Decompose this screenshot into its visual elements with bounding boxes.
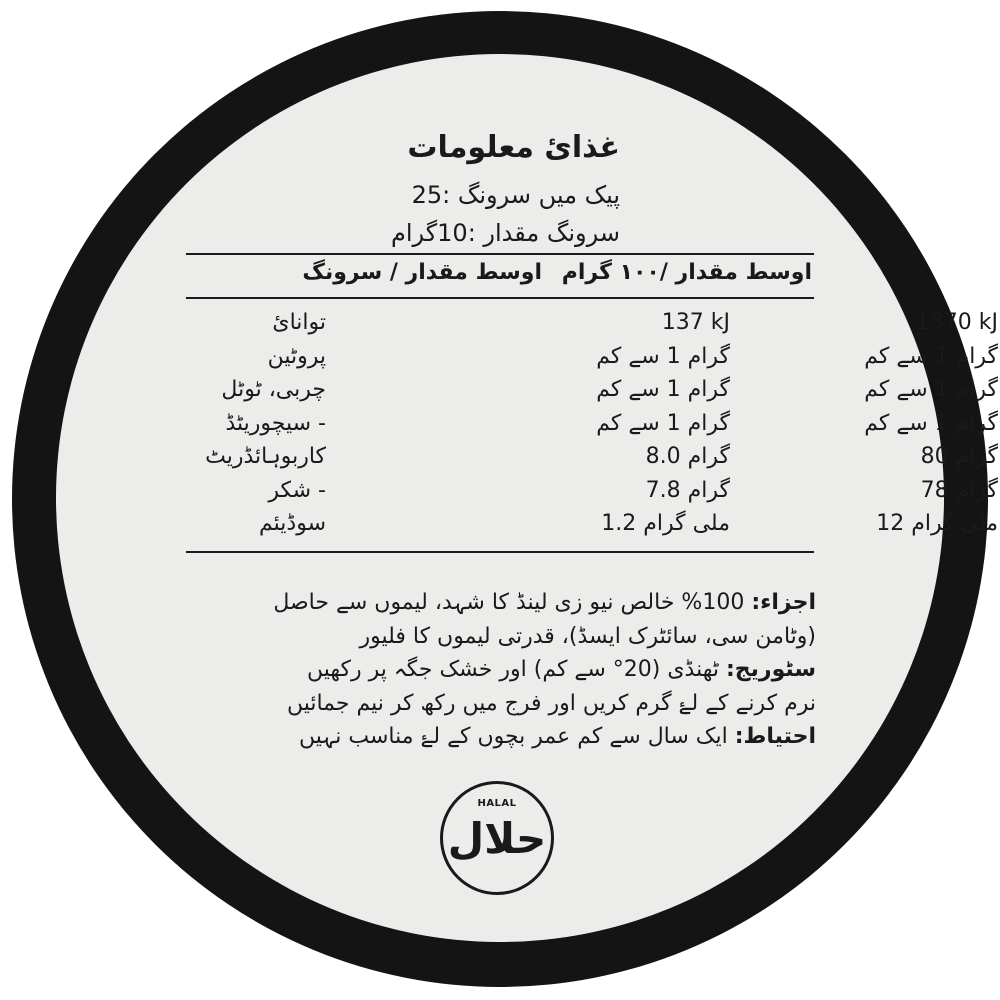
caution-line — [186, 720, 816, 754]
halal-logo-arabic: حلال — [447, 814, 547, 863]
nutrition-title: غذائ معلومات — [407, 130, 620, 165]
nutrient-name: چربی، ٹوٹل — [221, 377, 326, 402]
halal-logo — [440, 781, 554, 895]
header-rule — [186, 297, 814, 299]
nutrient-name: کاربوہائڈریٹ — [205, 444, 326, 469]
table-row — [186, 477, 998, 512]
nutrient-name: سوڈیئم — [259, 511, 326, 536]
per-100g-value: گرام 1 سے کم — [864, 343, 998, 369]
per-100g-value: گرام 1 سے کم — [864, 377, 998, 402]
ingredients-text: 100% خالص نیو زی لینڈ کا شہد، لیموں سے حاصل — [273, 590, 745, 615]
label-notes — [186, 586, 816, 754]
storage-line — [186, 653, 816, 687]
halal-logo-latin: HALAL — [477, 798, 517, 809]
caution-label: احتیاط: — [734, 724, 816, 749]
per-100g-value: 1370 kJ — [915, 310, 998, 335]
per-100g-value: گرام 80 — [920, 444, 998, 469]
storage-text: ٹھنڈی (20° سے کم) اور خشک جگہ پر رکھیں — [306, 657, 719, 682]
per-serving-value: گرام 1 سے کم — [596, 410, 730, 436]
per-serving-value: گرام 8.0 — [645, 444, 730, 469]
per-serving-value: گرام 1 سے کم — [596, 377, 730, 402]
serving-size: سرونگ مقدار :10گرام — [390, 219, 620, 247]
per-serving-value: گرام 7.8 — [645, 477, 730, 503]
caution-text: ایک سال سے کم عمر بچوں کے لۓ مناسب نہیں — [298, 724, 728, 749]
ingredients-label: اجزاء: — [751, 590, 816, 615]
storage-text-continued: نرم کرنے کے لۓ گرم کریں اور فرج میں رکھ کر نیم جمائیں — [286, 690, 816, 716]
table-row — [186, 310, 998, 344]
nutrient-name: توانائ — [272, 310, 326, 335]
column-header-per-serving: اوسط مقدار / سرونگ — [302, 260, 542, 285]
nutrient-name: - شکر — [268, 477, 326, 503]
per-100g-value: گرام 1 سے کم — [864, 410, 998, 436]
servings-per-pack: پیک میں سرونگ :25 — [411, 181, 620, 209]
table-row — [186, 377, 998, 411]
ingredients-line — [186, 586, 816, 620]
per-100g-value: گرام 78 — [920, 477, 998, 503]
nutrition-table — [186, 310, 998, 545]
nutrient-name: - سیچوریٹڈ — [225, 410, 326, 436]
table-bottom-rule — [186, 551, 814, 553]
table-row — [186, 410, 998, 445]
per-serving-value: گرام 1 سے کم — [596, 343, 730, 369]
table-row — [186, 511, 998, 545]
per-100g-value: ملی گرام 12 — [876, 511, 998, 536]
serving-info — [300, 176, 620, 252]
nutrient-name: پروٹین — [267, 343, 326, 369]
per-serving-value: ملی گرام 1.2 — [601, 511, 730, 536]
table-top-rule — [186, 253, 814, 255]
per-serving-value: 137 kJ — [661, 310, 730, 335]
column-header-per-100g: اوسط مقدار /۱۰۰ گرام — [561, 260, 812, 285]
table-row — [186, 444, 998, 478]
ingredients-text-continued: (وٹامن سی، سائٹرک ایسڈ)، قدرتی لیموں کا فلیور — [359, 623, 816, 649]
storage-label: سٹوریج: — [726, 657, 816, 682]
table-row — [186, 343, 998, 378]
